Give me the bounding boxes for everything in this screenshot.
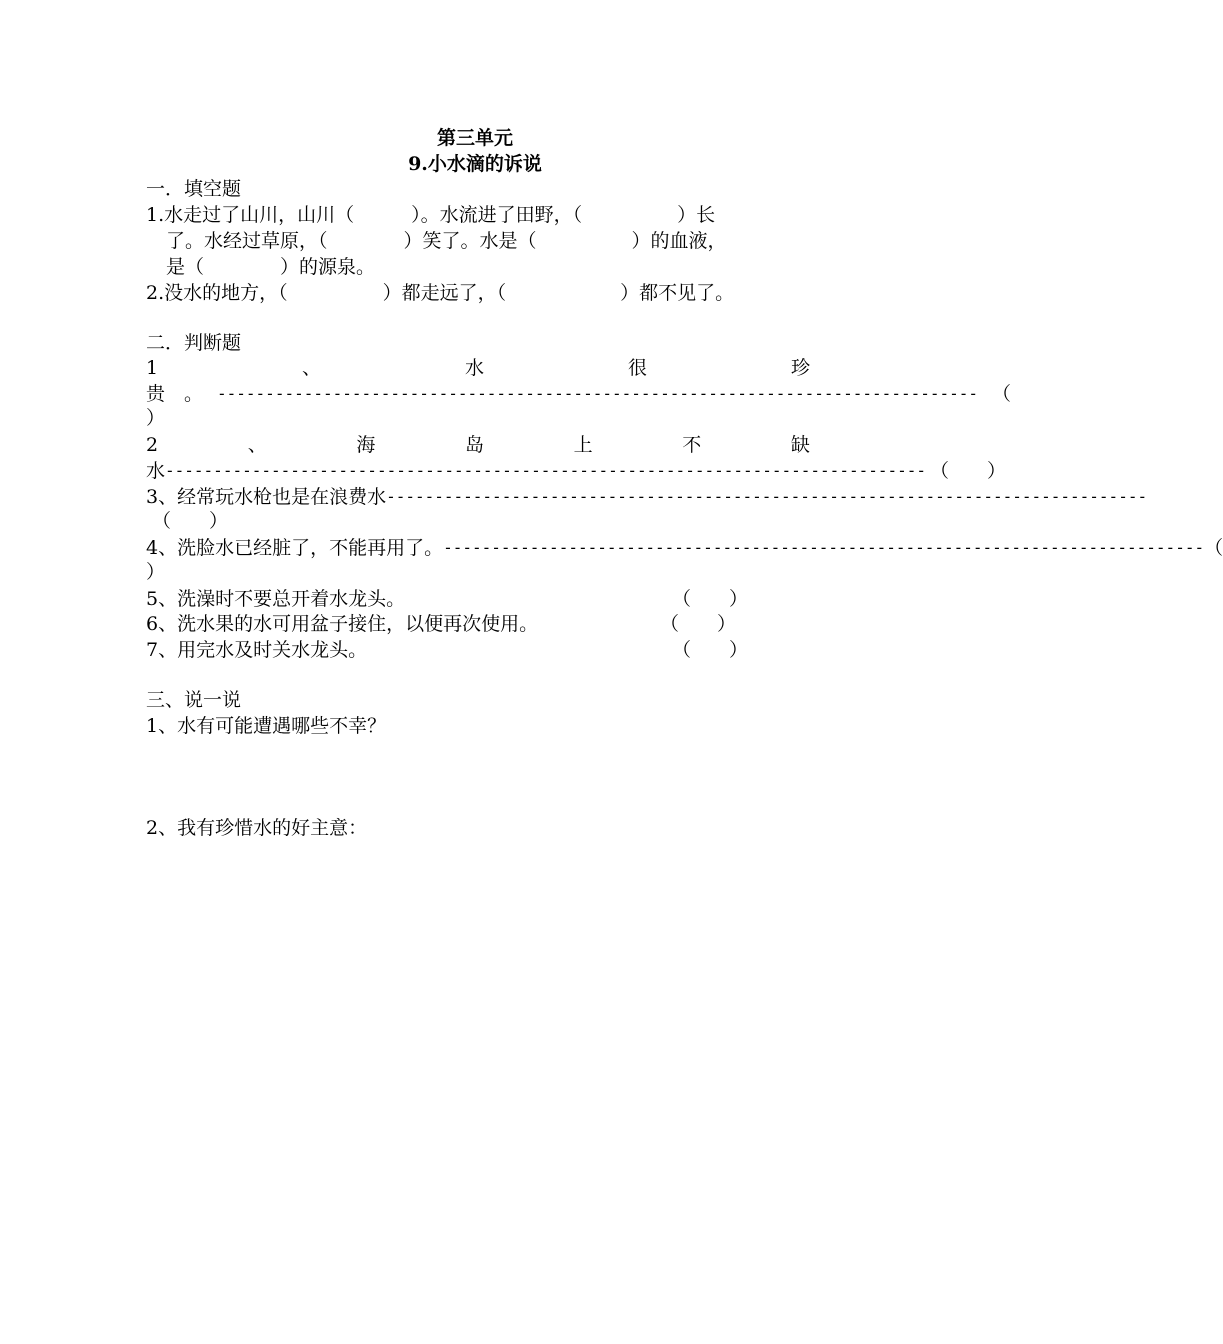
unit-title: 第三单元 bbox=[436, 127, 513, 149]
judge-q4-paren-open: （ bbox=[1204, 537, 1223, 559]
judge-q1-paren-open: （ bbox=[992, 383, 1012, 405]
judge-q2-char: 、 bbox=[247, 434, 267, 456]
judge-q1-char: 、 bbox=[302, 357, 322, 379]
judge-q1-dashes: ------------------------------------------------------------------------------- bbox=[217, 384, 979, 403]
judge-q6-text: 6、洗水果的水可用盆子接住，以便再次使用。 bbox=[146, 613, 539, 635]
judge-q3-answer-paren: （ ） bbox=[152, 510, 229, 532]
judge-q4-paren-close: ） bbox=[146, 561, 166, 583]
judge-q4-dashes: ------------------------------------------------------------------------------- bbox=[443, 538, 1205, 557]
judge-q1-text-end: 贵 。 bbox=[146, 383, 204, 405]
judge-q2-char: 上 bbox=[573, 434, 593, 456]
judge-q2-char: 海 bbox=[356, 434, 376, 456]
judge-q1-char: 1 bbox=[146, 357, 159, 379]
fill-q2: 2.没水的地方，（ ）都走远了，（ ）都不见了。 bbox=[146, 282, 735, 304]
section3-heading: 三、说一说 bbox=[146, 689, 242, 711]
fill-q1-line1: 1.水走过了山川，山川（ ）。水流进了田野，（ ）长 bbox=[146, 204, 716, 226]
judge-q2-text-end: 水 bbox=[146, 460, 166, 482]
judge-q5-text: 5、洗澡时不要总开着水龙头。 bbox=[146, 588, 406, 610]
judge-q5-answer-paren: （ ） bbox=[672, 588, 749, 610]
judge-q7-text: 7、用完水及时关水龙头。 bbox=[146, 639, 368, 661]
judge-q2-char: 缺 bbox=[790, 434, 810, 456]
judge-q1-char: 很 bbox=[627, 357, 647, 379]
judge-q2-dashes: ------------------------------------------------------------------------------- bbox=[165, 461, 927, 480]
judge-q1-line2 bbox=[146, 381, 1012, 407]
lesson-title: 9.小水滴的诉说 bbox=[408, 153, 542, 175]
fill-q1-line2: 了。水经过草原，（ ）笑了。水是（ ）的血液， bbox=[166, 230, 727, 252]
judge-q1-char: 珍 bbox=[790, 357, 810, 379]
talk-q1: 1、水有可能遭遇哪些不幸？ bbox=[146, 715, 387, 737]
judge-q3-text: 3、经常玩水枪也是在浪费水 bbox=[146, 486, 387, 508]
judge-q2-line2 bbox=[146, 458, 1007, 484]
judge-q1-paren-close: ） bbox=[146, 407, 166, 429]
judge-q1-char: 水 bbox=[465, 357, 485, 379]
judge-q2-char: 岛 bbox=[465, 434, 485, 456]
judge-q7-answer-paren: （ ） bbox=[672, 639, 749, 661]
judge-q1-line1 bbox=[146, 355, 810, 381]
talk-q2: 2、我有珍惜水的好主意： bbox=[146, 817, 368, 839]
judge-q2-char: 不 bbox=[682, 434, 702, 456]
judge-q2-line1 bbox=[146, 432, 810, 458]
section1-heading: 一．填空题 bbox=[146, 178, 242, 200]
section2-heading: 二．判断题 bbox=[146, 332, 242, 354]
judge-q6-answer-paren: （ ） bbox=[660, 613, 737, 635]
fill-q1-line3: 是（ ）的源泉。 bbox=[166, 256, 376, 278]
judge-q2-answer-paren: （ ） bbox=[930, 460, 1007, 482]
judge-q4-line1 bbox=[146, 535, 1223, 561]
judge-q3-dashes: ------------------------------------------------------------------------------- bbox=[386, 487, 1148, 506]
judge-q2-char: 2 bbox=[146, 434, 159, 456]
judge-q3-line1 bbox=[146, 484, 1148, 510]
judge-q4-text: 4、洗脸水已经脏了，不能再用了。 bbox=[146, 537, 444, 559]
